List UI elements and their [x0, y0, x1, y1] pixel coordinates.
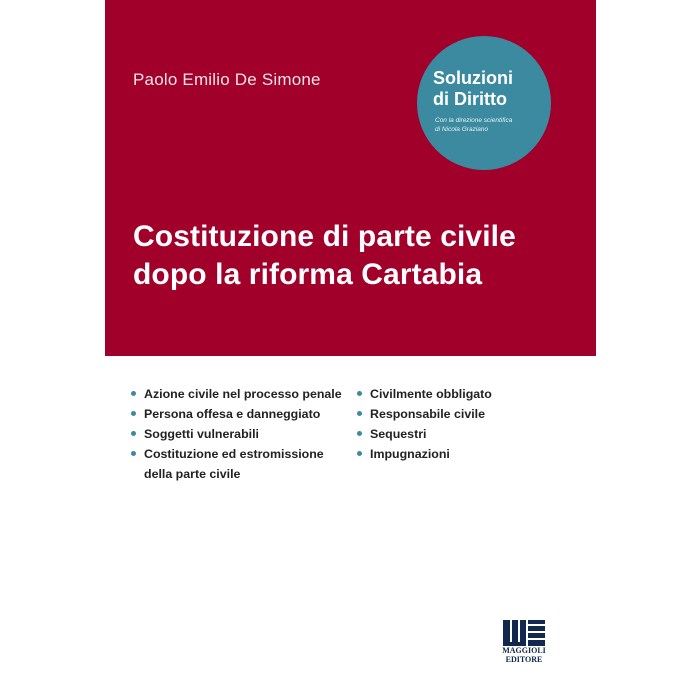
series-title-line-2: di Diritto	[433, 89, 507, 109]
topic-item: Azione civile nel processo penale	[127, 384, 342, 404]
cover-header-panel	[105, 0, 596, 356]
topic-item: Costituzione ed estromissione della parte civile	[127, 444, 342, 484]
topic-item: Sequestri	[353, 424, 553, 444]
publisher-mark-icon	[503, 620, 545, 646]
book-title-line-2: dopo la riforma Cartabia	[133, 258, 483, 291]
topic-item: Impugnazioni	[353, 444, 553, 464]
publisher-name-line-2: EDITORE	[505, 654, 543, 664]
book-title	[133, 218, 516, 294]
series-subtitle-line-1: Con la direzione scientifica	[435, 117, 513, 124]
series-title	[433, 68, 513, 110]
topic-item: Soggetti vulnerabili	[127, 424, 342, 444]
topic-item: Civilmente obbligato	[353, 384, 553, 404]
publisher-name-line-1: MAGGIOLI	[502, 646, 546, 655]
series-subtitle-line-2: di Nicola Graziano	[435, 126, 489, 133]
book-title-line-1: Costituzione di parte civile	[133, 220, 516, 253]
topics-list-right	[353, 384, 553, 464]
publisher-name	[498, 647, 550, 664]
book-cover	[105, 0, 596, 666]
topic-item: Responsabile civile	[353, 404, 553, 424]
publisher-logo	[498, 620, 550, 666]
topics-list-left	[127, 384, 342, 484]
series-subtitle	[435, 116, 512, 134]
series-badge	[417, 36, 551, 170]
author-name: Paolo Emilio De Simone	[133, 70, 321, 89]
series-title-line-1: Soluzioni	[433, 68, 513, 88]
topic-item: Persona offesa e danneggiato	[127, 404, 342, 424]
